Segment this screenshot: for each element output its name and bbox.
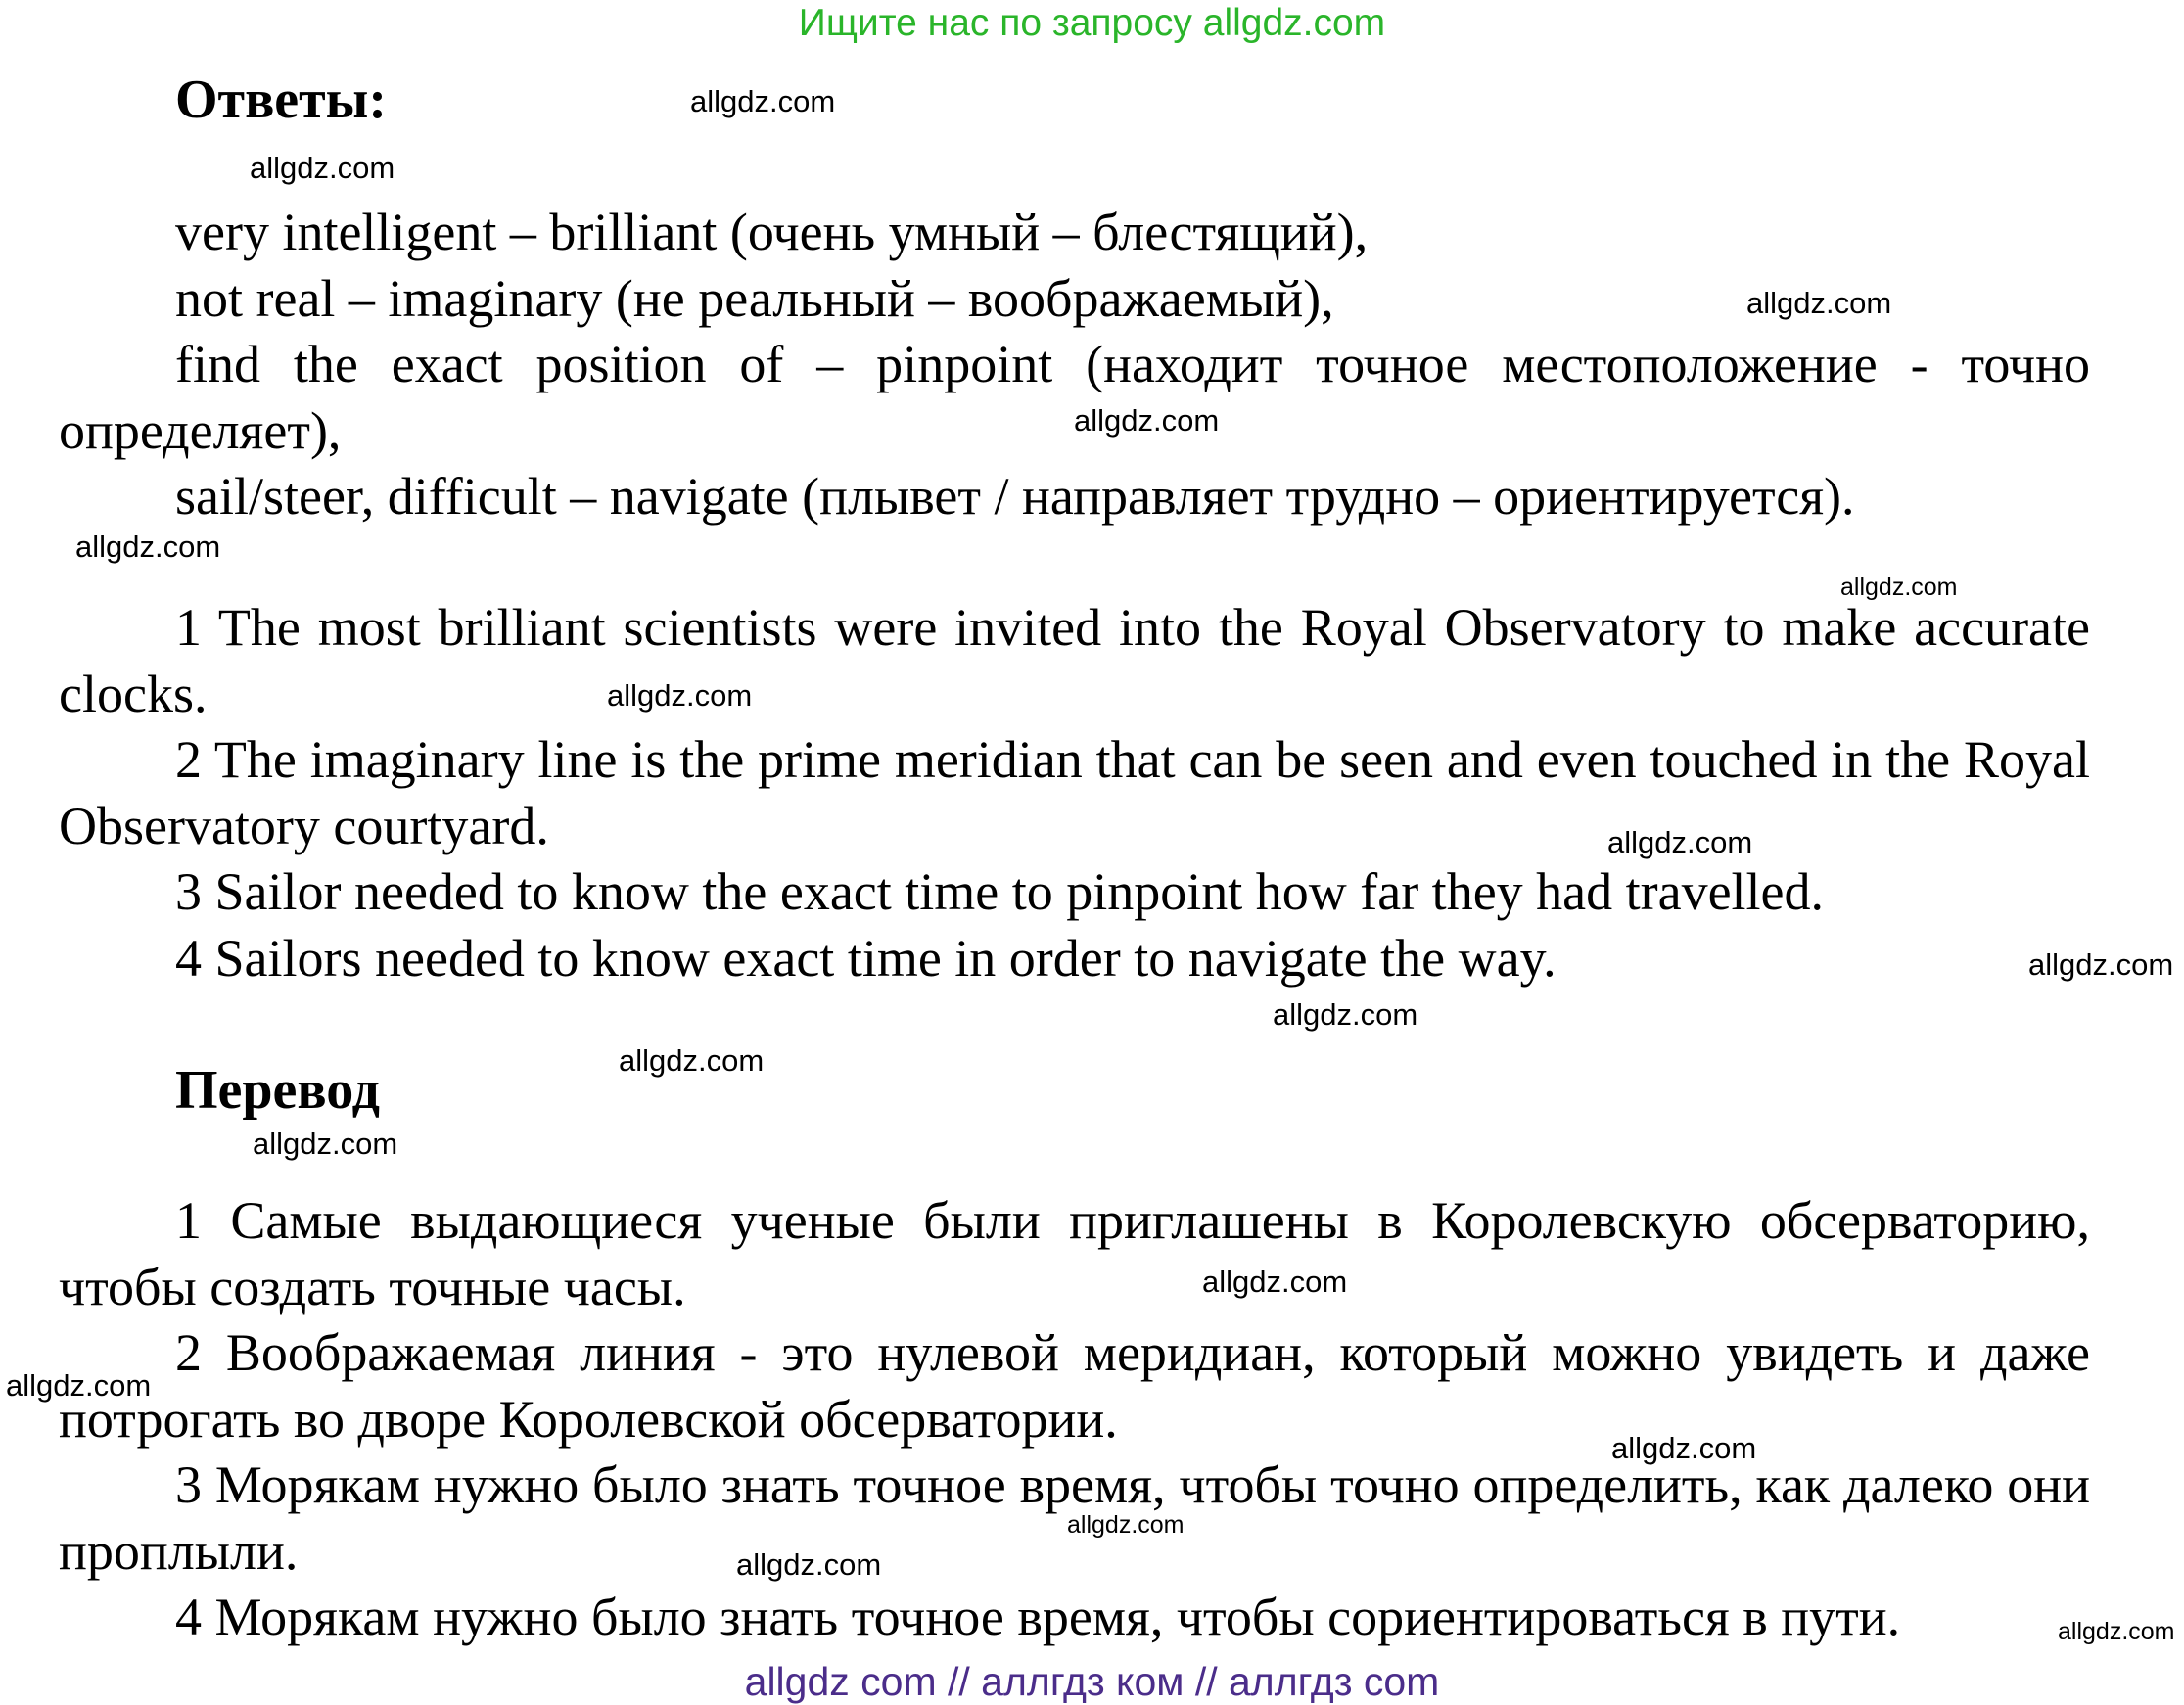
answer-sentence: 2 The imaginary line is the prime meridian that can be seen and even touched in the Royal Observatory courtyard. [59,730,2090,855]
vocab-item: sail/steer, difficult – navigate (плывет / направляет трудно – ориентируется). [175,467,1855,526]
watermark: allgdz.com [619,1043,765,1078]
vocab-item: very intelligent – brilliant (очень умный – блестящий), [175,203,1369,261]
footer-brand: allgdz com // аллгдз ком // аллгдз com [744,1659,1440,1704]
vocab-item: find the exact position of – pinpoint (находит точное местоположение - точно определяет), [59,335,2090,460]
translation-sentence: 4 Морякам нужно было знать точное время, чтобы сориентироваться в пути. [175,1588,1901,1646]
watermark: allgdz.com [2028,947,2174,982]
watermark: allgdz.com [736,1547,882,1582]
vocabulary-list [59,200,2090,530]
watermark: allgdz.com [2058,1618,2175,1645]
answer-sentences [59,595,2090,991]
watermark: allgdz.com [607,678,753,713]
watermark: allgdz.com [1607,825,1753,859]
search-banner: Ищите нас по запросу allgdz.com [798,2,1386,44]
watermark: allgdz.com [6,1368,152,1403]
watermark: allgdz.com [1202,1265,1348,1299]
watermark: allgdz.com [75,530,221,564]
translation-sentence: 3 Морякам нужно было знать точное время, чтобы точно определить, как далеко они проплыли. [59,1455,2090,1581]
translation-sentence: 1 Самые выдающиеся ученые были приглашены в Королевскую обсерваторию, чтобы создать точные часы. [59,1191,2090,1316]
watermark: allgdz.com [1746,286,1892,320]
answers-heading: Ответы: [175,69,388,130]
translation-heading: Перевод [175,1060,380,1121]
answer-sentence: 1 The most brilliant scientists were invited into the Royal Observatory to make accurate clocks. [59,598,2090,723]
watermark: allgdz.com [250,151,395,185]
answer-sentence: 4 Sailors needed to know exact time in order to navigate the way. [175,928,1557,988]
watermark: allgdz.com [253,1127,398,1161]
watermark: allgdz.com [1067,1511,1185,1539]
translation-sentences [59,1188,2090,1651]
watermark: allgdz.com [1840,574,1958,601]
vocab-item: not real – imaginary (не реальный – воображаемый), [175,268,1334,328]
watermark: allgdz.com [1074,403,1220,438]
answer-sentence: 3 Sailor needed to know the exact time to pinpoint how far they had travelled. [175,862,1825,921]
translation-sentence: 2 Воображаемая линия - это нулевой меридиан, который можно увидеть и даже потрогать во дворе Королевской обсерватории. [59,1323,2090,1449]
watermark: allgdz.com [690,84,836,118]
watermark: allgdz.com [1611,1431,1757,1465]
watermark: allgdz.com [1273,997,1418,1032]
